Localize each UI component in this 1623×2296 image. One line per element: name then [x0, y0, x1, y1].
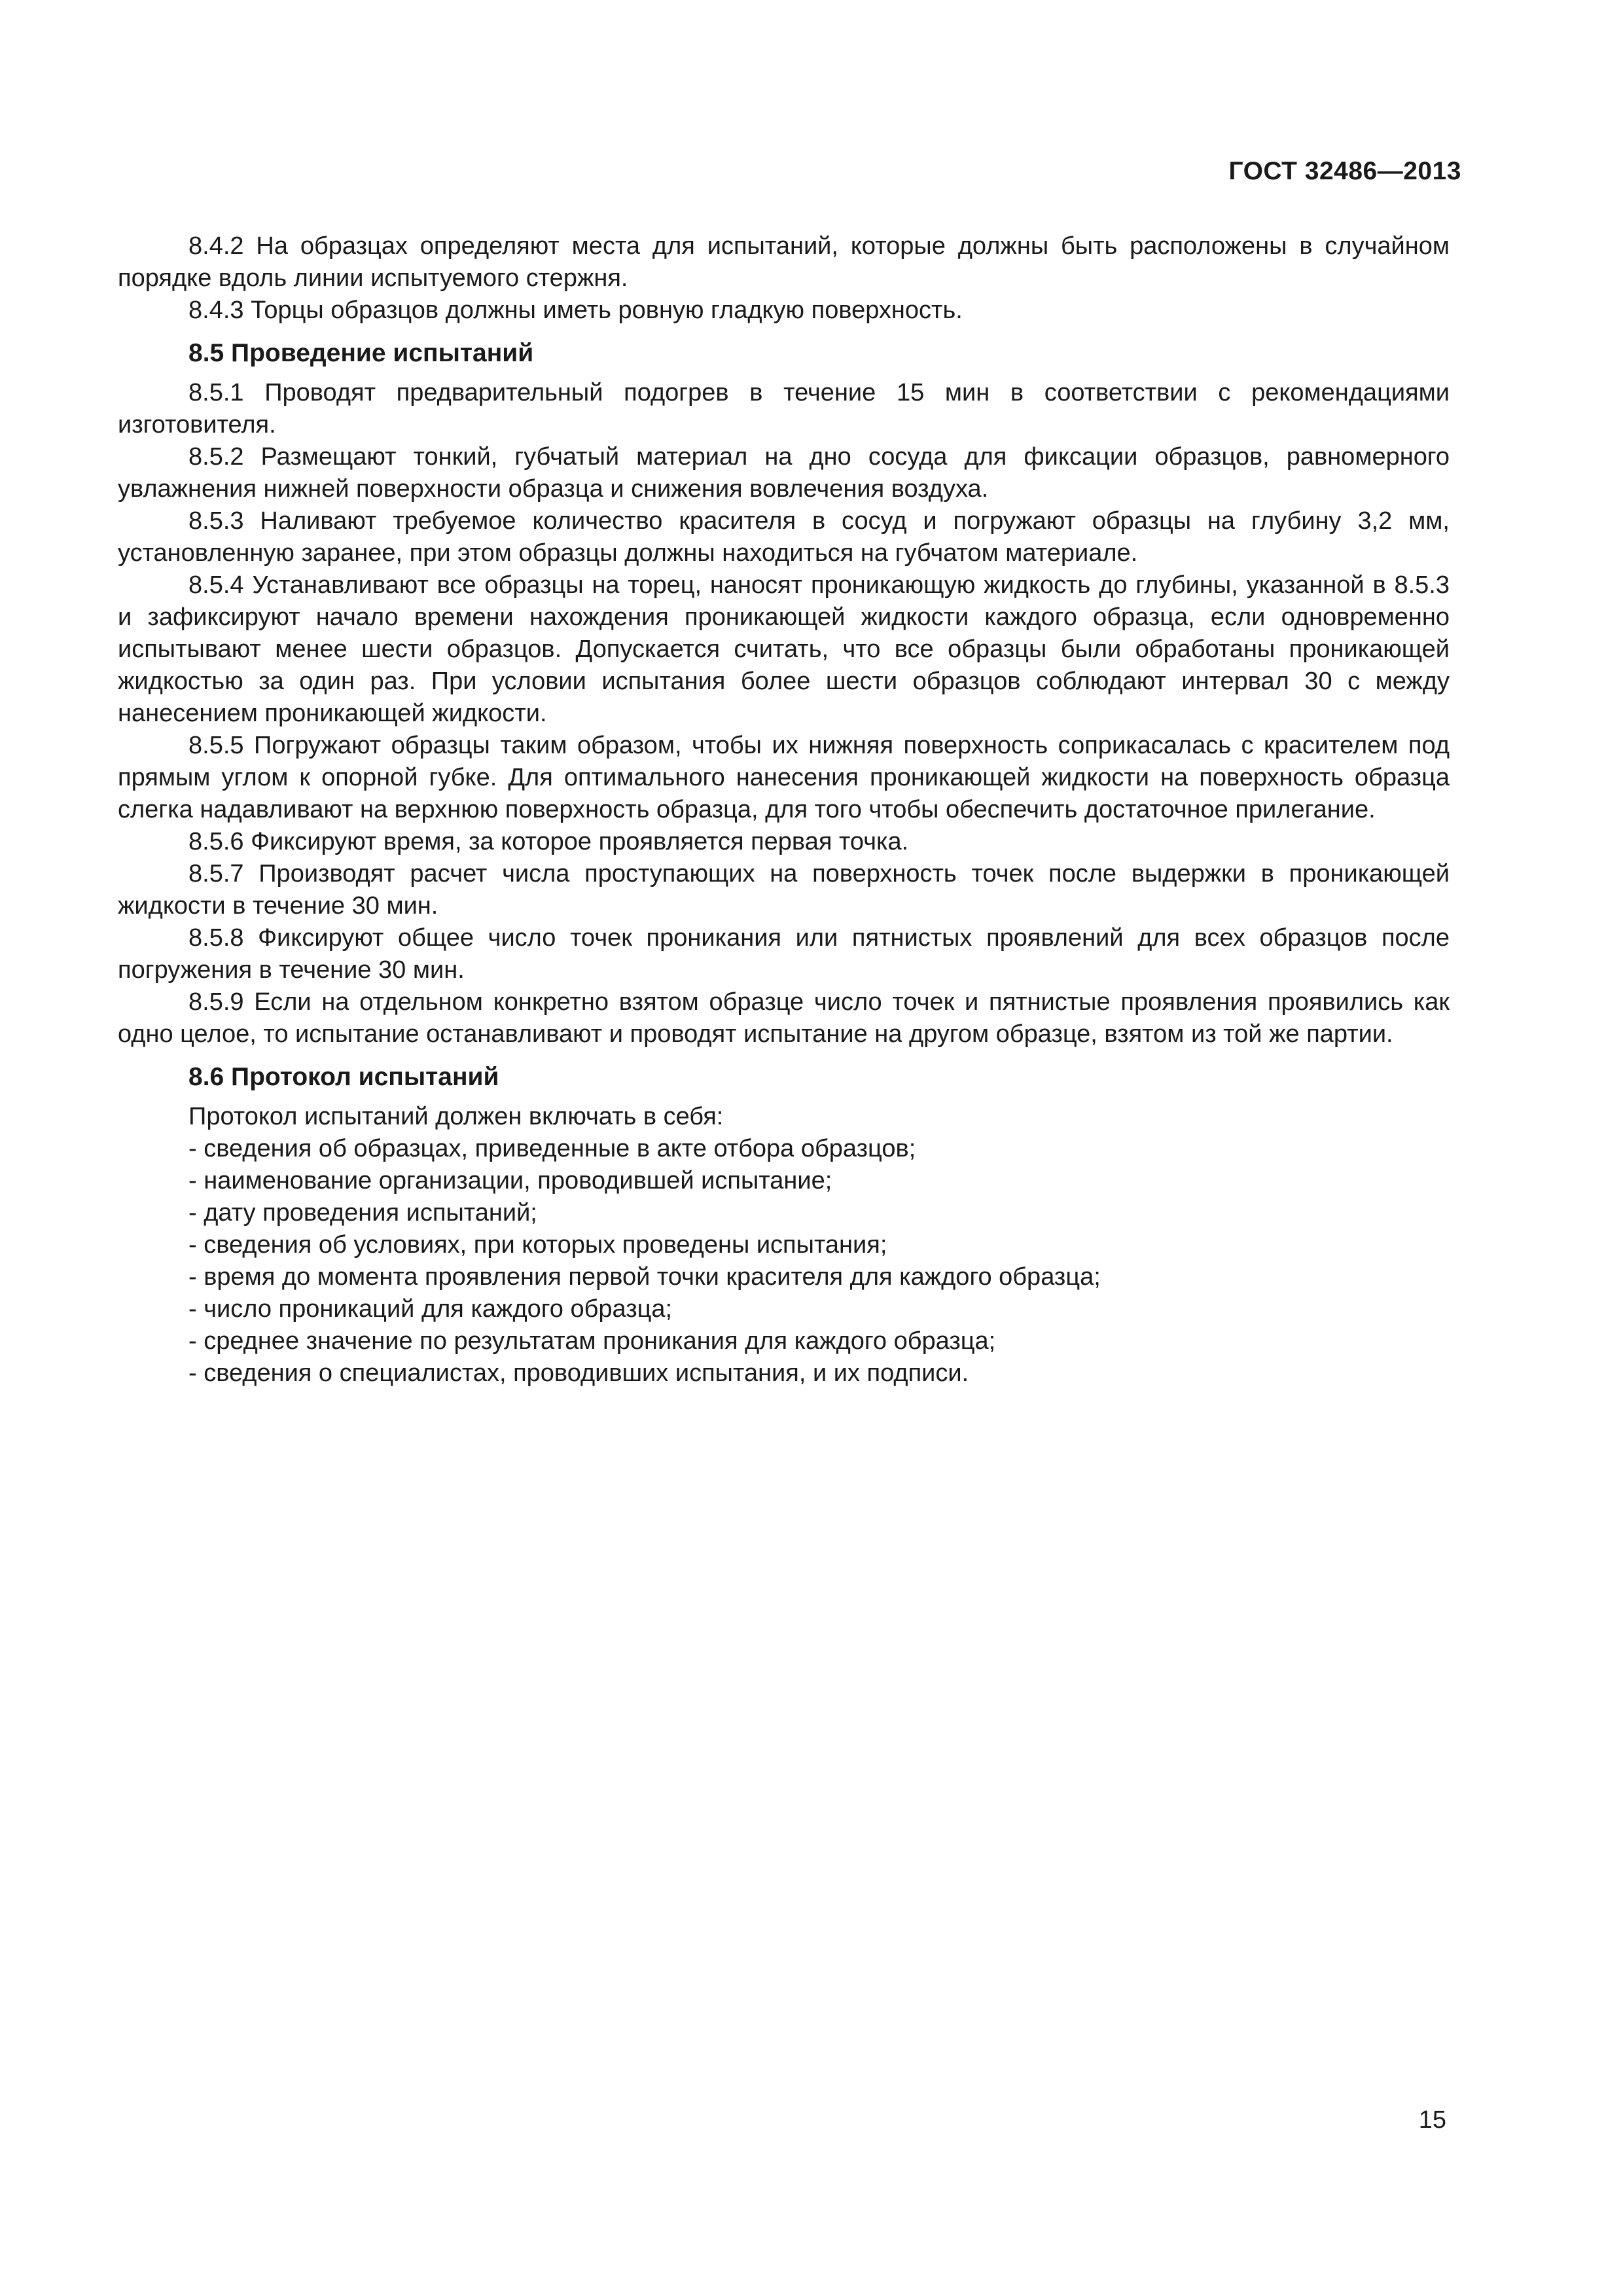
- protocol-intro: Протокол испытаний должен включать в себя:: [188, 1103, 724, 1130]
- list-item: - среднее значение по результатам проникания для каждого образца;: [188, 1325, 1450, 1357]
- paragraph-8-5-5: 8.5.5 Погружают образцы таким образом, чтобы их нижняя поверхность соприкасалась с красителем под прямым углом к опорной губке. Для оптимального нанесения проникающей жидкости на поверхность образца слегка надавливают на верхнюю поверхность образца, для того чтобы обеспечить достаточное прилегание.: [118, 732, 1450, 823]
- list-item: - сведения об условиях, при которых проведены испытания;: [188, 1229, 1450, 1261]
- paragraph-8-5-1: 8.5.1 Проводят предварительный подогрев в течение 15 мин в соответствии с рекомендациями изготовителя.: [118, 379, 1450, 439]
- list-item: - сведения об образцах, приведенные в акте отбора образцов;: [188, 1133, 1450, 1165]
- paragraph-8-5-8: 8.5.8 Фиксируют общее число точек проникания или пятнистых проявлений для всех образцов после погружения в течение 30 мин.: [118, 924, 1450, 984]
- paragraph-8-4-3: 8.4.3 Торцы образцов должны иметь ровную гладкую поверхность.: [188, 296, 963, 324]
- document-body: [118, 230, 1450, 1390]
- paragraph-8-5-9: 8.5.9 Если на отдельном конкретно взятом образце число точек и пятнистые проявления проявились как одно целое, то испытание останавливают и проводят испытание на другом образце, взятом из той же партии.: [118, 988, 1450, 1048]
- list-item: - дату проведения испытаний;: [188, 1197, 1450, 1229]
- list-item: - сведения о специалистах, проводивших испытания, и их подписи.: [188, 1357, 1450, 1390]
- list-item: - число проникаций для каждого образца;: [188, 1293, 1450, 1325]
- section-heading-8-6: 8.6 Протокол испытаний: [188, 1063, 499, 1091]
- paragraph-8-5-2: 8.5.2 Размещают тонкий, губчатый материал на дно сосуда для фиксации образцов, равномерного увлажнения нижней поверхности образца и снижения вовлечения воздуха.: [118, 443, 1450, 503]
- paragraph-8-5-6: 8.5.6 Фиксируют время, за которое проявляется первая точка.: [188, 828, 909, 855]
- list-item: - время до момента проявления первой точки красителя для каждого образца;: [188, 1261, 1450, 1293]
- paragraph-8-5-7: 8.5.7 Производят расчет числа проступающих на поверхность точек после выдержки в проникающей жидкости в течение 30 мин.: [118, 860, 1450, 920]
- paragraph-8-5-4: 8.5.4 Устанавливают все образцы на торец, наносят проникающую жидкость до глубины, указанной в 8.5.3 и зафиксируют начало времени нахождения проникающей жидкости каждого образца, если одновременно испытывают менее шести образцов. Допускается считать, что все образцы были обработаны проникающей жидкостью за один раз. При условии испытания более шести образцов соблюдают интервал 30 с между нанесением проникающей жидкости.: [118, 571, 1450, 727]
- protocol-items-list: [118, 1133, 1450, 1390]
- document-code-header: ГОСТ 32486—2013: [1228, 157, 1461, 185]
- page-number: 15: [1418, 2106, 1446, 2134]
- paragraph-8-5-3: 8.5.3 Наливают требуемое количество красителя в сосуд и погружают образцы на глубину 3,2 мм, установленную заранее, при этом образцы должны находиться на губчатом материале.: [118, 507, 1450, 567]
- list-item: - наименование организации, проводившей испытание;: [188, 1165, 1450, 1197]
- paragraph-8-4-2: 8.4.2 На образцах определяют места для испытаний, которые должны быть расположены в случайном порядке вдоль линии испытуемого стержня.: [118, 232, 1450, 292]
- section-heading-8-5: 8.5 Проведение испытаний: [188, 339, 534, 367]
